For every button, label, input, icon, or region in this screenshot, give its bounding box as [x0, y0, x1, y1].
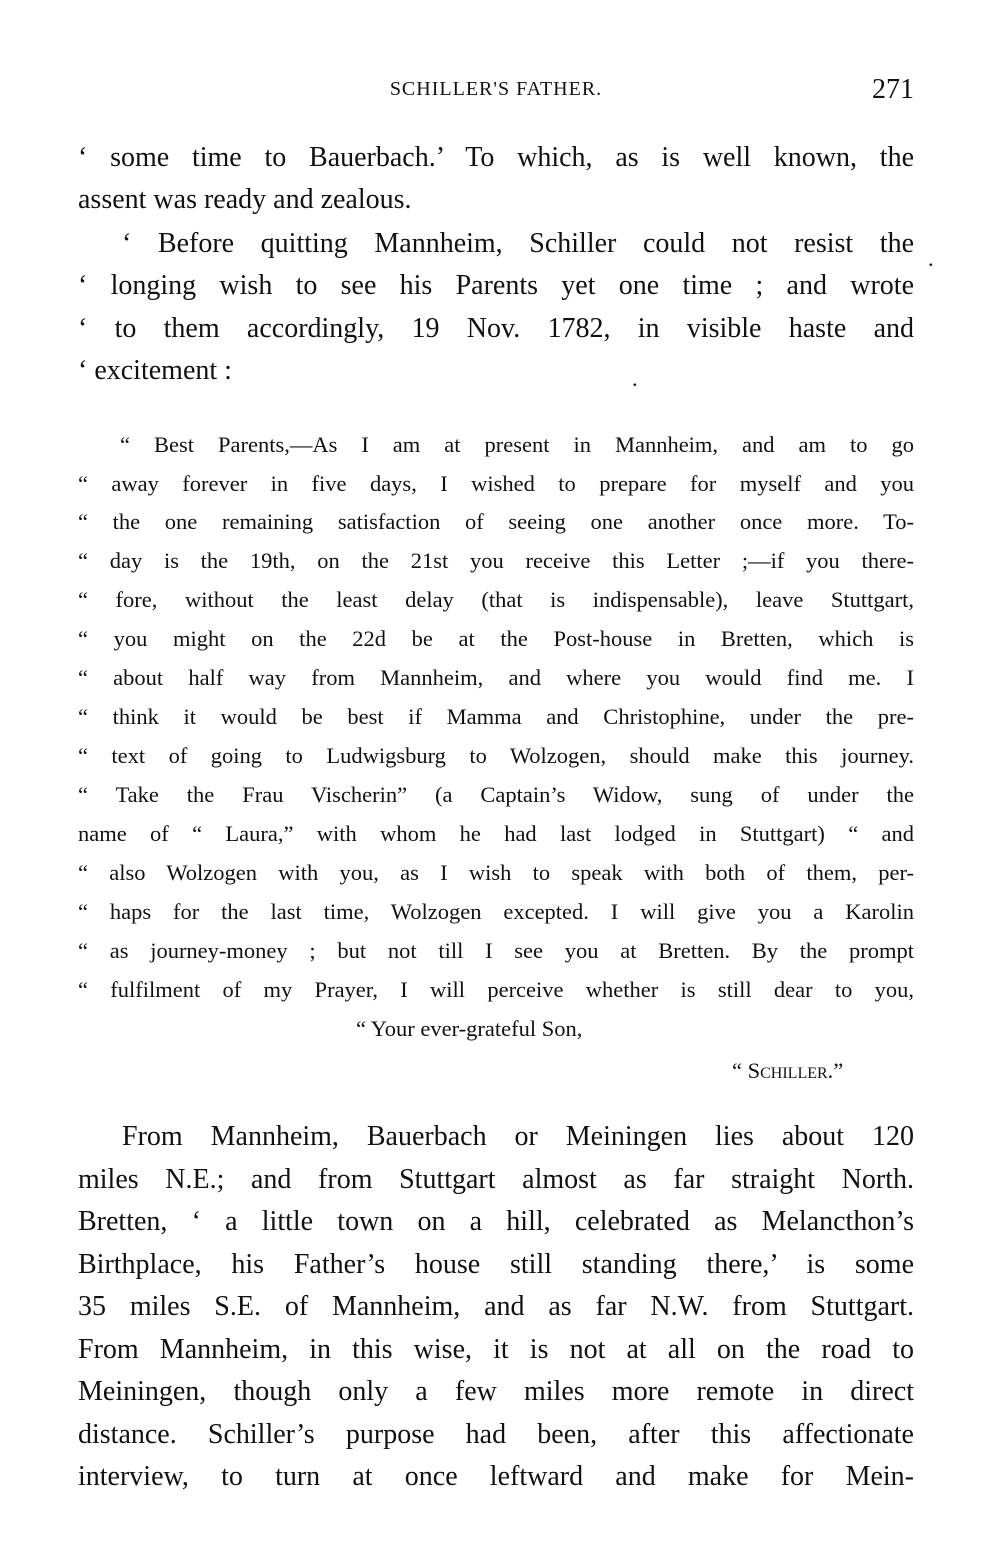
- body-line: 35 miles S.E. of Mannheim, and as far N.W. from Stuttgart.: [78, 1291, 914, 1322]
- letter-line: “ the one remaining satisfaction of seeing one another once more. To-: [78, 509, 914, 534]
- page-header: [78, 74, 914, 108]
- body-line: miles N.E.; and from Stuttgart almost as far straight North.: [78, 1164, 914, 1195]
- letter-line: name of “ Laura,” with whom he had last lodged in Stuttgart) “ and: [78, 821, 914, 846]
- quote-line: ‘ excitement :: [78, 355, 232, 386]
- stray-mark: .: [928, 246, 934, 271]
- quote-line: ‘ to them accordingly, 19 Nov. 1782, in visible haste and: [78, 313, 914, 344]
- body-line: From Mannheim, Bauerbach or Meiningen lies about 120: [122, 1121, 914, 1152]
- body-line: Meiningen, though only a few miles more remote in direct: [78, 1376, 914, 1407]
- body-line: Bretten, ‘ a little town on a hill, celebrated as Melancthon’s: [78, 1206, 914, 1237]
- intro-line: ‘ some time to Bauerbach.’ To which, as is well known, the: [78, 142, 914, 173]
- letter-line: “ away forever in five days, I wished to prepare for myself and you: [78, 471, 914, 496]
- running-head: SCHILLER'S FATHER.: [389, 78, 603, 100]
- letter-line: “ fore, without the least delay (that is indispensable), leave Stuttgart,: [78, 587, 914, 612]
- letter-line: “ Take the Frau Vischerin” (a Captain’s Widow, sung of under the: [78, 782, 914, 807]
- quote-line: ‘ longing wish to see his Parents yet one time ; and wrote: [78, 270, 914, 301]
- intro-line: assent was ready and zealous.: [78, 184, 412, 215]
- body-line: distance. Schiller’s purpose had been, after this affectionate: [78, 1419, 914, 1450]
- body-line: Birthplace, his Father’s house still standing there,’ is some: [78, 1249, 914, 1280]
- letter-valediction: “ Your ever-grateful Son,: [356, 1016, 583, 1041]
- body-line: From Mannheim, in this wise, it is not at all on the road to: [78, 1334, 914, 1365]
- stray-mark: .: [632, 366, 638, 391]
- letter-line: “ as journey-money ; but not till I see you at Bretten. By the prompt: [78, 938, 914, 963]
- letter-line: “ you might on the 22d be at the Post-house in Bretten, which is: [78, 626, 914, 651]
- letter-line: “ think it would be best if Mamma and Christophine, under the pre-: [78, 704, 914, 729]
- letter-line: “ about half way from Mannheim, and where you would find me. I: [78, 665, 914, 690]
- page-number: 271: [872, 74, 914, 105]
- body-line: interview, to turn at once leftward and make for Mein-: [78, 1461, 914, 1492]
- letter-line: “ text of going to Ludwigsburg to Wolzogen, should make this journey.: [78, 743, 914, 768]
- letter-line: “ Best Parents,—As I am at present in Mannheim, and am to go: [120, 432, 914, 457]
- letter-line: “ fulfilment of my Prayer, I will perceive whether is still dear to you,: [78, 977, 914, 1002]
- letter-line: “ also Wolzogen with you, as I wish to speak with both of them, per-: [78, 860, 914, 885]
- letter-signature: “ Schiller.”: [732, 1058, 844, 1083]
- quote-line: ‘ Before quitting Mannheim, Schiller could not resist the: [122, 228, 914, 259]
- letter-line: “ haps for the last time, Wolzogen excepted. I will give you a Karolin: [78, 899, 914, 924]
- letter-line: “ day is the 19th, on the 21st you receive this Letter ;—if you there-: [78, 548, 914, 573]
